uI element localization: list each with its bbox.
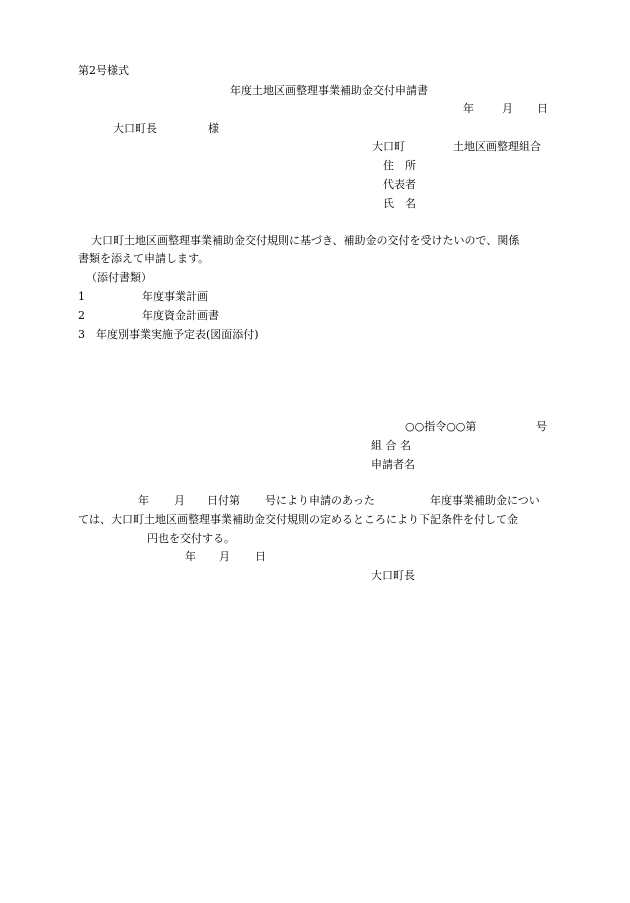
applicant-name-label: 申請者名 bbox=[371, 458, 415, 471]
addressee-name: 大口町長 bbox=[113, 122, 157, 135]
decision-year: 年 bbox=[138, 494, 149, 507]
name-label: 氏 名 bbox=[383, 197, 416, 210]
attachments-heading: （添付書類） bbox=[86, 271, 152, 284]
attachment-number: 1 bbox=[78, 290, 85, 303]
attachment-number: 3 bbox=[78, 328, 85, 341]
issuer-name: 大口町長 bbox=[371, 569, 415, 582]
attachment-text: 年度別事業実施予定表(図面添付) bbox=[96, 328, 259, 341]
reference-prefix: ○○指令○○第 bbox=[405, 420, 477, 433]
date-month: 月 bbox=[502, 102, 513, 115]
representative-label: 代表者 bbox=[383, 178, 416, 191]
attachment-number: 2 bbox=[78, 309, 85, 322]
form-number: 第2号様式 bbox=[78, 64, 129, 77]
decision-subsidy: 年度事業補助金につい bbox=[430, 494, 540, 507]
document-title: 年度土地区画整理事業補助金交付申請書 bbox=[230, 84, 428, 97]
addressee-honorific: 様 bbox=[208, 122, 219, 135]
applicant-union: 土地区画整理組合 bbox=[453, 140, 541, 153]
decision-date-day: 日 bbox=[255, 550, 266, 563]
body-line-2: 書類を添えて申請します。 bbox=[78, 252, 210, 265]
union-name-label: 組 合 名 bbox=[371, 439, 411, 452]
date-year: 年 bbox=[463, 102, 474, 115]
attachment-text: 年度資金計画書 bbox=[142, 309, 219, 322]
decision-reference: 号により申請のあった bbox=[265, 494, 375, 507]
decision-line-2: ては、大口町土地区画整理事業補助金交付規則の定めるところにより下記条件を付して金 bbox=[78, 513, 518, 526]
decision-month: 月 bbox=[174, 494, 185, 507]
decision-day: 日付第 bbox=[207, 494, 240, 507]
applicant-town: 大口町 bbox=[372, 140, 405, 153]
decision-line-3: 円也を交付する。 bbox=[147, 532, 235, 545]
address-label: 住 所 bbox=[383, 159, 416, 172]
attachment-text: 年度事業計画 bbox=[142, 290, 208, 303]
reference-suffix: 号 bbox=[536, 420, 547, 433]
decision-date-year: 年 bbox=[185, 550, 196, 563]
date-day: 日 bbox=[537, 102, 548, 115]
decision-date-month: 月 bbox=[219, 550, 230, 563]
body-line-1: 大口町土地区画整理事業補助金交付規則に基づき、補助金の交付を受けたいので、関係 bbox=[91, 234, 520, 247]
